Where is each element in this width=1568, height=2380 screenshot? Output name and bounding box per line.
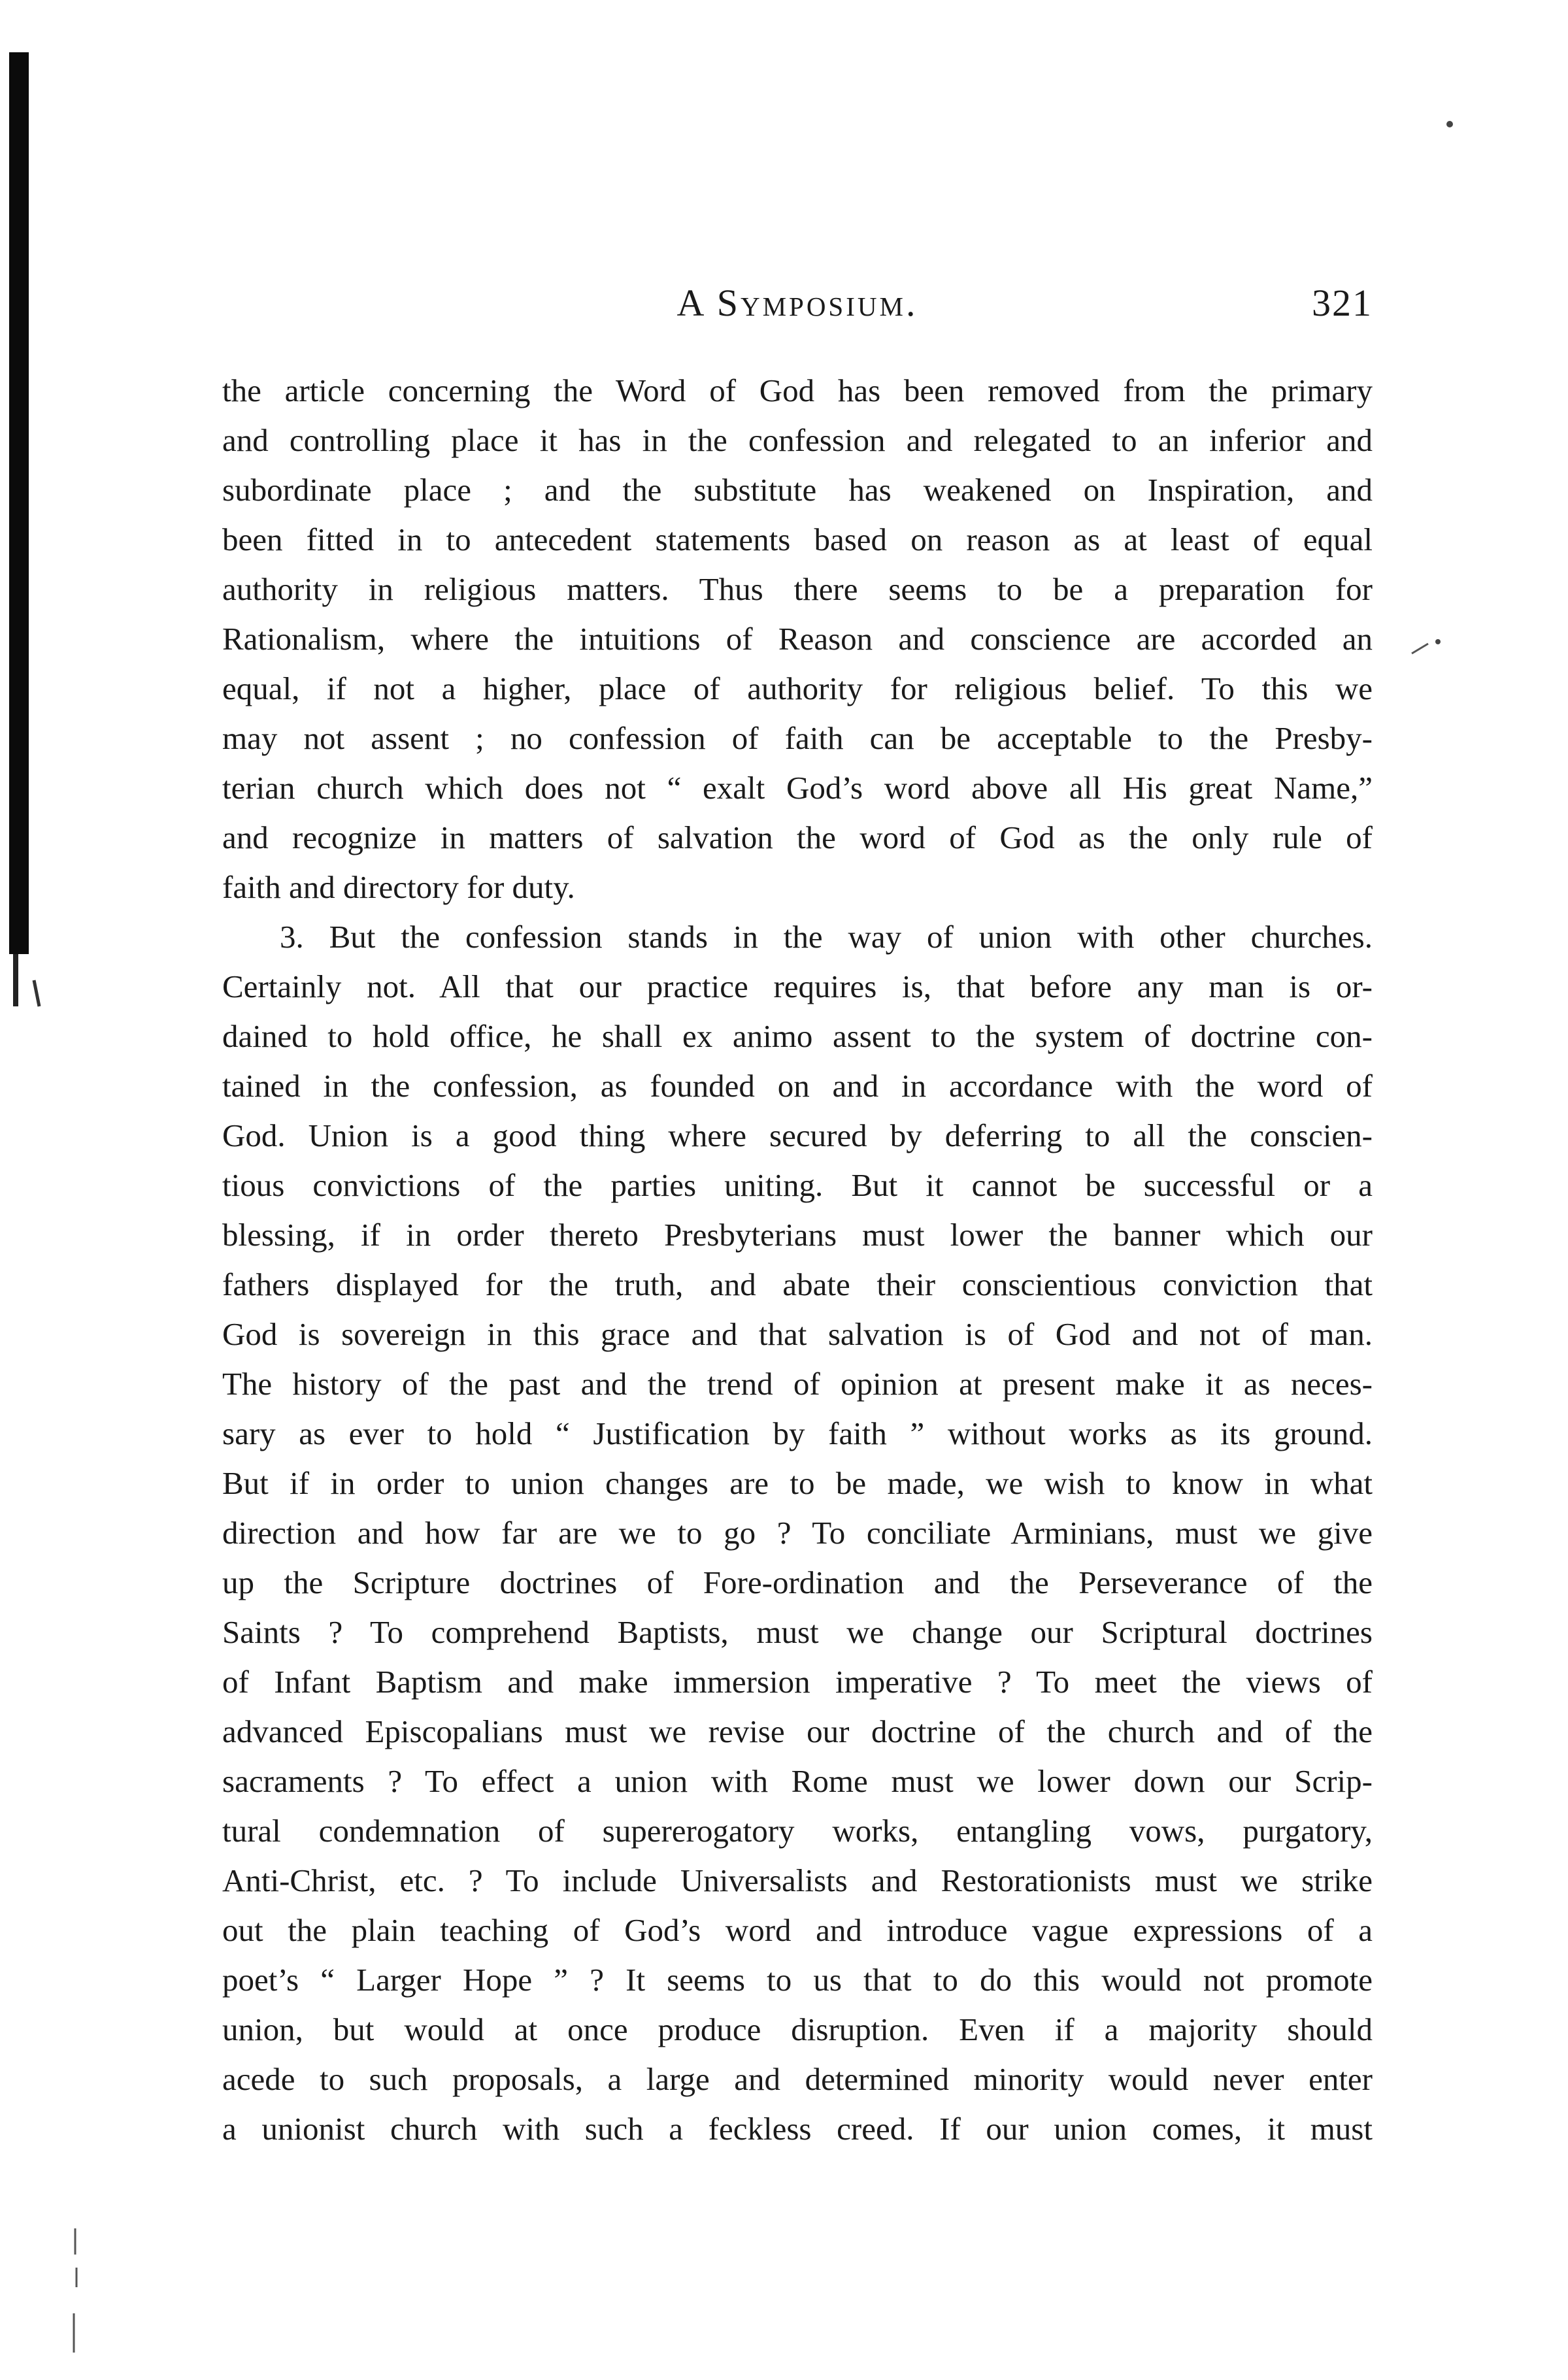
text-line: the article concerning the Word of God has been removed from the primary bbox=[222, 372, 1373, 408]
body-text bbox=[222, 366, 1373, 2154]
text-line: direction and how far are we to go ? To conciliate Arminians, must we give bbox=[222, 1515, 1373, 1551]
text-line: tained in the confession, as founded on and in accordance with the word of bbox=[222, 1068, 1373, 1104]
text-line: Certainly not. All that our practice requires is, that before any man is or- bbox=[222, 968, 1373, 1004]
text-line: fathers displayed for the truth, and abate their conscientious conviction that bbox=[222, 1266, 1373, 1302]
text-line: been fitted in to antecedent statements based on reason as at least of equal bbox=[222, 521, 1373, 557]
binding-edge-shadow bbox=[9, 52, 29, 954]
text-line: and controlling place it has in the confession and relegated to an inferior and bbox=[222, 422, 1373, 458]
page-number: 321 bbox=[1312, 282, 1373, 324]
text-line: The history of the past and the trend of opinion at present make it as neces- bbox=[222, 1366, 1373, 1402]
text-line: tious convictions of the parties uniting. But it cannot be successful or a bbox=[222, 1167, 1373, 1203]
page-header bbox=[222, 281, 1373, 346]
text-line: may not assent ; no confession of faith can be acceptable to the Presby- bbox=[222, 720, 1373, 756]
text-line: sary as ever to hold “ Justification by faith ” without works as its ground. bbox=[222, 1415, 1373, 1451]
speck bbox=[1412, 644, 1428, 653]
text-line: of Infant Baptism and make immersion imperative ? To meet the views of bbox=[222, 1664, 1373, 1700]
text-line: and recognize in matters of salvation the word of God as the only rule of bbox=[222, 819, 1373, 855]
text-line: blessing, if in order thereto Presbyterians must lower the banner which our bbox=[222, 1217, 1373, 1253]
text-line: authority in religious matters. Thus there seems to be a preparation for bbox=[222, 571, 1373, 607]
text-line: 3. But the confession stands in the way of union with other churches. bbox=[280, 919, 1373, 955]
speck bbox=[1446, 121, 1453, 127]
text-line: advanced Episcopalians must we revise our doctrine of the church and of the bbox=[222, 1713, 1373, 1749]
running-head: A Symposium. bbox=[676, 282, 918, 324]
text-line: Anti-Christ, etc. ? To include Universalists and Restorationists must we strike bbox=[222, 1862, 1373, 1898]
text-line: faith and directory for duty. bbox=[222, 869, 575, 905]
text-line: a unionist church with such a feckless creed. If our union comes, it must bbox=[222, 2111, 1373, 2147]
text-line: out the plain teaching of God’s word and introduce vague expressions of a bbox=[222, 1912, 1373, 1948]
speck bbox=[34, 980, 39, 1006]
speck bbox=[74, 2228, 76, 2353]
text-line: sacraments ? To effect a union with Rome must we lower down our Scrip- bbox=[222, 1763, 1373, 1799]
text-line: union, but would at once produce disruption. Even if a majority should bbox=[222, 2011, 1373, 2047]
text-line: acede to such proposals, a large and determined minority would never enter bbox=[222, 2061, 1373, 2097]
text-line: Saints ? To comprehend Baptists, must we change our Scriptural doctrines bbox=[222, 1614, 1373, 1650]
text-line: dained to hold office, he shall ex animo assent to the system of doctrine con- bbox=[222, 1018, 1373, 1054]
text-line: up the Scripture doctrines of Fore-ordination and the Perseverance of the bbox=[222, 1564, 1373, 1600]
text-line: poet’s “ Larger Hope ” ? It seems to us that to do this would not promote bbox=[222, 1962, 1373, 1998]
text-line: God is sovereign in this grace and that salvation is of God and not of man. bbox=[222, 1316, 1373, 1352]
text-line: equal, if not a higher, place of authority for religious belief. To this we bbox=[222, 670, 1373, 706]
speck bbox=[1435, 639, 1441, 644]
text-line: Rationalism, where the intuitions of Reason and conscience are accorded an bbox=[222, 621, 1373, 657]
text-line: But if in order to union changes are to be made, we wish to know in what bbox=[222, 1465, 1373, 1501]
text-line: tural condemnation of supererogatory works, entangling vows, purgatory, bbox=[222, 1813, 1373, 1849]
text-line: terian church which does not “ exalt God’s word above all His great Name,” bbox=[222, 770, 1373, 806]
text-line: subordinate place ; and the substitute has weakened on Inspiration, and bbox=[222, 472, 1373, 508]
text-line: God. Union is a good thing where secured by deferring to all the conscien- bbox=[222, 1117, 1373, 1153]
binding-edge-tail bbox=[13, 954, 18, 1006]
